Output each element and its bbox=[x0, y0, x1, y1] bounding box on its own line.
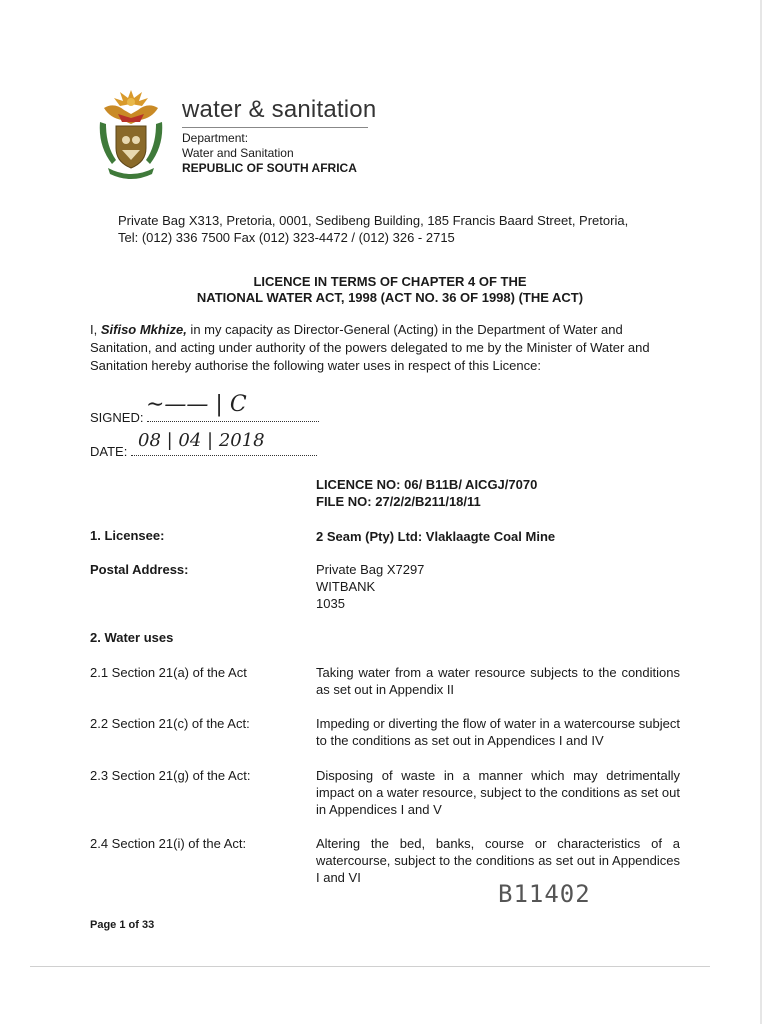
water-use-label: 2.1 Section 21(a) of the Act bbox=[90, 665, 247, 680]
water-use-description: Taking water from a water resource subjects to the conditions as set out in Appendix II bbox=[316, 665, 680, 697]
licence-heading-line2: NATIONAL WATER ACT, 1998 (ACT NO. 36 OF 1998) (THE ACT) bbox=[196, 290, 584, 305]
licensee-label: 1. Licensee: bbox=[90, 528, 165, 543]
signatory-name: Sifiso Mkhize, bbox=[100, 322, 187, 337]
date-handwriting: 08 | 04 | 2018 bbox=[138, 430, 265, 451]
address-line: Private Bag X313, Pretoria, 0001, Sedibeng Building, 185 Francis Baard Street, Pretoria, bbox=[118, 213, 629, 228]
signed-label: SIGNED: bbox=[90, 410, 144, 425]
date-label: DATE: bbox=[90, 444, 128, 459]
intro-prefix: I, bbox=[90, 322, 101, 337]
divider bbox=[182, 127, 368, 128]
water-use-label: 2.3 Section 21(g) of the Act: bbox=[90, 768, 251, 783]
licence-heading-line1: LICENCE IN TERMS OF CHAPTER 4 OF THE bbox=[253, 274, 527, 289]
water-use-label: 2.2 Section 21(c) of the Act: bbox=[90, 716, 250, 731]
page-number: Page 1 of 33 bbox=[90, 919, 155, 931]
water-uses-heading: 2. Water uses bbox=[90, 630, 174, 645]
intro-text: in my capacity as Director-General (Acting) in the Department of Water and Sanitation, and acting under authority of the powers delegated to me by the Minister of Water and Sanitation hereby authorise the following water uses in respect of this Licence: bbox=[90, 322, 650, 373]
authorisation-paragraph bbox=[90, 321, 680, 375]
postal-address-label: Postal Address: bbox=[90, 562, 189, 577]
water-use-description: Impeding or diverting the flow of water in a watercourse subject to the conditions as set out in Appendices I and IV bbox=[316, 716, 680, 748]
country-name: REPUBLIC OF SOUTH AFRICA bbox=[182, 161, 357, 175]
water-use-description: Altering the bed, banks, course or characteristics of a watercourse, subject to the conditions as set out in Appendices I and VI bbox=[316, 836, 680, 885]
licensee-value: 2 Seam (Pty) Ltd: Vlaklaagte Coal Mine bbox=[316, 529, 556, 544]
postal-line: 1035 bbox=[316, 596, 345, 611]
department-name: Water and Sanitation bbox=[182, 146, 294, 160]
licence-number: LICENCE NO: 06/ B11B/ AICGJ/7070 bbox=[316, 477, 538, 492]
department-block bbox=[182, 131, 357, 176]
document-stamp-number: B11402 bbox=[498, 880, 591, 908]
page-edge bbox=[760, 0, 762, 1024]
department-label: Department: bbox=[182, 131, 249, 145]
water-use-label: 2.4 Section 21(i) of the Act: bbox=[90, 836, 247, 851]
coat-of-arms-logo bbox=[94, 84, 168, 184]
contact-address bbox=[118, 212, 628, 246]
signature-handwriting: ∼—— | C bbox=[146, 392, 247, 417]
file-number: FILE NO: 27/2/2/B211/18/11 bbox=[316, 494, 481, 509]
postal-line: WITBANK bbox=[316, 579, 376, 594]
department-title: water & sanitation bbox=[182, 96, 377, 123]
postal-line: Private Bag X7297 bbox=[316, 562, 425, 577]
phone-line: Tel: (012) 336 7500 Fax (012) 323-4472 / (012) 326 - 2715 bbox=[118, 230, 455, 245]
postal-address-value bbox=[316, 561, 424, 612]
water-use-description: Disposing of waste in a manner which may detrimentally impact on a water resource, subject to the conditions as set out in Appendices I and V bbox=[316, 768, 680, 817]
footer-divider bbox=[30, 966, 710, 967]
